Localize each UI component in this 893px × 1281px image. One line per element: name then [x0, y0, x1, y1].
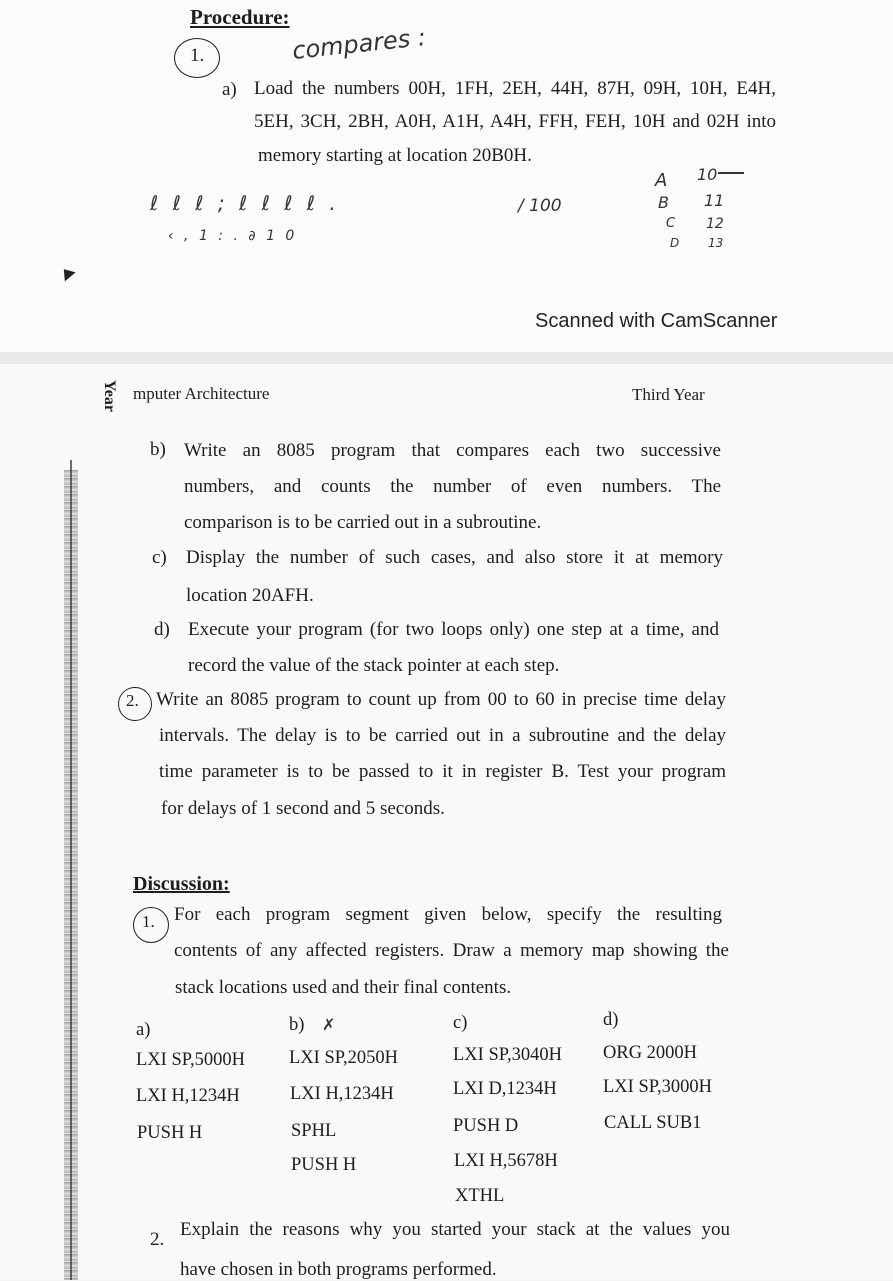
item1-number: 1. [190, 45, 205, 66]
segment-c-line: LXI H,5678H [454, 1151, 558, 1171]
handwritten-marks-2: ‹ , 1 : . ∂ 1 0 [168, 228, 298, 244]
segment-c-line: LXI SP,3040H [453, 1045, 562, 1065]
hand-number-10: 10 [697, 165, 718, 184]
hand-number-13: 13 [708, 236, 724, 250]
hand-letter-a: A [655, 170, 668, 191]
step-a-line-1: Load the numbers 00H, 1FH, 2EH, 44H, 87H, 09H, 10H, E4H, [254, 78, 776, 99]
handwritten-1100: / 100 [518, 196, 562, 216]
hand-dash [718, 172, 744, 174]
step-c-line-2: location 20AFH. [186, 585, 314, 606]
step-c-line-1: Display the number of such cases, and also store it at memory [186, 547, 723, 568]
hand-letter-d: D [670, 236, 680, 250]
segment-b-line: LXI H,1234H [290, 1084, 394, 1104]
scanned-page-1 [0, 0, 893, 352]
step-a-label: a) [222, 79, 237, 100]
page-edge-line [70, 460, 72, 1280]
segment-d-label: d) [603, 1010, 619, 1030]
page-corner-mark [58, 265, 75, 282]
disc2-number: 2. [150, 1229, 165, 1250]
header-course: mputer Architecture [133, 384, 270, 403]
hand-letter-b: B [658, 193, 669, 212]
step-a-line-2: 5EH, 3CH, 2BH, A0H, A1H, A4H, FFH, FEH, 10H and 02H into [254, 111, 776, 132]
step-d-label: d) [154, 619, 170, 640]
scanned-page-2 [0, 364, 893, 1280]
procedure-heading: Procedure: [190, 5, 290, 29]
step-d-line-2: record the value of the stack pointer at each step. [188, 655, 560, 676]
segment-a-line: LXI H,1234H [136, 1086, 240, 1106]
item2-line-2: intervals. The delay is to be carried out in a subroutine and the delay [159, 725, 726, 746]
segment-b-mark: ✗ [322, 1015, 336, 1034]
segment-b-line: PUSH H [291, 1155, 357, 1175]
step-a-line-3: memory starting at location 20B0H. [258, 145, 532, 166]
disc1-line-2: contents of any affected registers. Draw a memory map showing the [174, 940, 729, 961]
side-year-text: Year [101, 380, 118, 412]
step-b-line-2: numbers, and counts the number of even numbers. The [184, 476, 721, 497]
disc1-line-3: stack locations used and their final contents. [175, 977, 512, 998]
item2-number: 2. [126, 691, 139, 710]
segment-c-line: XTHL [455, 1186, 505, 1206]
header-year: Third Year [632, 385, 705, 404]
segment-c-label: c) [453, 1013, 468, 1033]
segment-d-line: LXI SP,3000H [603, 1077, 712, 1097]
segment-a-line: PUSH H [137, 1123, 203, 1143]
disc2-line-1: Explain the reasons why you started your stack at the values you [180, 1219, 730, 1240]
segment-b-line: SPHL [291, 1121, 337, 1141]
step-c-label: c) [152, 547, 167, 568]
handwritten-compares-note: compares : [290, 23, 428, 65]
segment-d-line: ORG 2000H [603, 1043, 698, 1063]
item2-line-4: for delays of 1 second and 5 seconds. [161, 798, 445, 819]
segment-b-label: b) [289, 1015, 305, 1035]
page-gap [0, 352, 893, 364]
hand-number-12: 12 [706, 216, 724, 232]
segment-d-line: CALL SUB1 [604, 1113, 702, 1133]
segment-a-line: LXI SP,5000H [136, 1050, 245, 1070]
hand-number-11: 11 [704, 191, 725, 210]
handwritten-marks: ℓ ℓ ℓ ; ℓ ℓ ℓ ℓ . [150, 191, 340, 215]
segment-c-line: LXI D,1234H [453, 1079, 557, 1099]
segment-a-label: a) [136, 1020, 151, 1040]
segment-c-line: PUSH D [453, 1116, 519, 1136]
camscanner-watermark: Scanned with CamScanner [535, 310, 778, 332]
disc2-line-2: have chosen in both programs performed. [180, 1259, 497, 1280]
hand-letter-c: C [666, 216, 676, 231]
step-d-line-1: Execute your program (for two loops only) one step at a time, and [188, 619, 719, 640]
disc1-number: 1. [142, 912, 155, 931]
disc1-line-1: For each program segment given below, specify the resulting [174, 904, 722, 925]
step-b-line-1: Write an 8085 program that compares each two successive [184, 440, 721, 461]
discussion-heading: Discussion: [133, 873, 230, 895]
step-b-label: b) [150, 439, 166, 460]
step-b-line-3: comparison is to be carried out in a subroutine. [184, 512, 542, 533]
item2-line-3: time parameter is to be passed to it in register B. Test your program [159, 761, 726, 782]
item2-line-1: Write an 8085 program to count up from 00 to 60 in precise time delay [156, 689, 726, 710]
segment-b-line: LXI SP,2050H [289, 1048, 398, 1068]
